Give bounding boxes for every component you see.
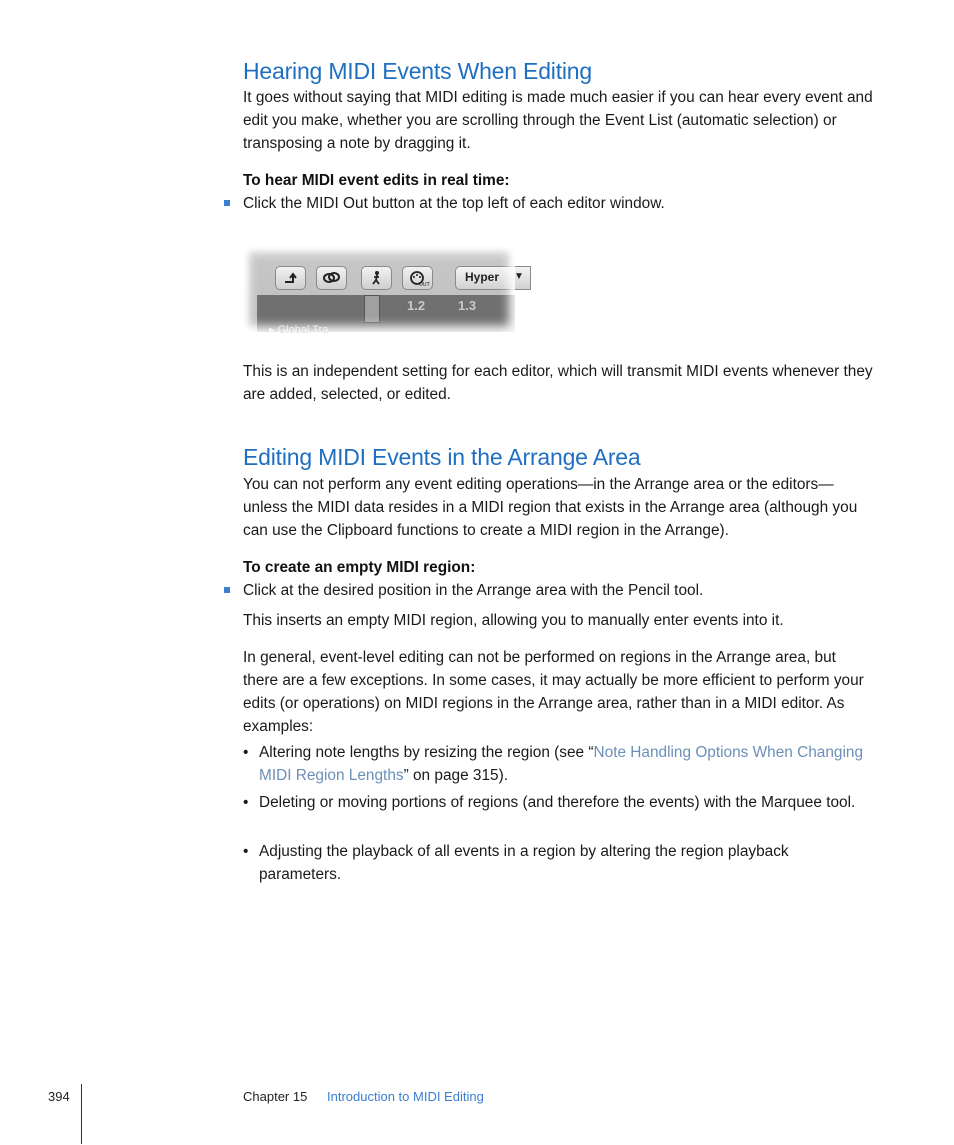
bullet-dot: • bbox=[243, 794, 249, 811]
task-lead: To hear MIDI event edits in real time: bbox=[243, 172, 510, 189]
ruler-handle[interactable] bbox=[364, 295, 380, 323]
bullet-dot: • bbox=[243, 843, 249, 860]
global-tracks-label: ▸ Global Tra bbox=[269, 324, 329, 336]
link-button[interactable] bbox=[316, 266, 347, 290]
square-bullet-icon bbox=[224, 200, 230, 206]
cross-reference-link[interactable]: Note Handling Options When Changing MIDI Region Lengths bbox=[259, 744, 864, 784]
svg-text:OUT: OUT bbox=[419, 282, 430, 288]
ruler-tick: 1.3 bbox=[458, 298, 477, 313]
square-bullet-icon bbox=[224, 587, 230, 593]
list-item-text-after: ” on page 315). bbox=[403, 767, 508, 784]
hierarchy-button[interactable] bbox=[275, 266, 306, 290]
hyper-menu-label: Hyper bbox=[465, 270, 500, 284]
task-result-paragraph: This inserts an empty MIDI region, allowing you to manually enter events into it. bbox=[243, 612, 784, 629]
task-step-text: Click at the desired position in the Arrange area with the Pencil tool. bbox=[243, 582, 704, 599]
list-item-text-before: Altering note lengths by resizing the region (see “ bbox=[259, 744, 594, 761]
bar-ruler bbox=[257, 295, 515, 336]
task-lead: To create an empty MIDI region: bbox=[243, 559, 476, 576]
catch-button[interactable] bbox=[361, 266, 392, 290]
bullet-dot: • bbox=[243, 744, 249, 761]
footer-chapter-title-link[interactable]: Introduction to MIDI Editing bbox=[327, 1089, 484, 1104]
figure-caption-paragraph: This is an independent setting for each editor, which will transmit MIDI events whenever they are added, selected, or edited. bbox=[243, 363, 873, 403]
up-arrow-icon bbox=[281, 270, 300, 285]
midi-out-button[interactable] bbox=[402, 266, 433, 290]
section-intro-paragraph: You can not perform any event editing operations—in the Arrange area or the editors—unless the MIDI data resides in a MIDI region that exists in the Arrange area (although you can use the Clipboard functions to create a MIDI region in the Arrange). bbox=[243, 476, 858, 539]
link-icon bbox=[322, 270, 341, 285]
page-number: 394 bbox=[48, 1089, 70, 1104]
list-item-text: Deleting or moving portions of regions (and therefore the events) with the Marquee tool. bbox=[259, 794, 856, 811]
ruler-tick: 1.2 bbox=[407, 298, 426, 313]
task-step-text: Click the MIDI Out button at the top left of each editor window. bbox=[243, 195, 665, 212]
list-item-text: Adjusting the playback of all events in a region by altering the region playback parameters. bbox=[259, 843, 789, 883]
midi-out-icon bbox=[408, 270, 430, 288]
footer-divider bbox=[81, 1084, 82, 1144]
list-item-text bbox=[259, 741, 871, 787]
general-paragraph: In general, event-level editing can not be performed on regions in the Arrange area, but there are a few exceptions. In some cases, it may actually be more efficient to perform your edits (or operations) on MIDI regions in the Arrange area, rather than in a MIDI editor. As examples: bbox=[243, 649, 864, 735]
section-heading-arrange-area: Editing MIDI Events in the Arrange Area bbox=[243, 444, 641, 470]
section-intro-paragraph: It goes without saying that MIDI editing is made much easier if you can hear every event and edit you make, whether you are scrolling through the Event List (automatic selection) or transposing a note by dragging it. bbox=[243, 89, 873, 152]
section-heading-hearing-midi: Hearing MIDI Events When Editing bbox=[243, 58, 592, 84]
running-man-icon bbox=[367, 270, 386, 285]
editor-toolbar-screenshot bbox=[243, 246, 524, 336]
hyper-menu[interactable] bbox=[455, 266, 531, 290]
chevron-down-icon: ▼ bbox=[514, 271, 524, 282]
footer-chapter: Chapter 15 bbox=[243, 1089, 308, 1104]
